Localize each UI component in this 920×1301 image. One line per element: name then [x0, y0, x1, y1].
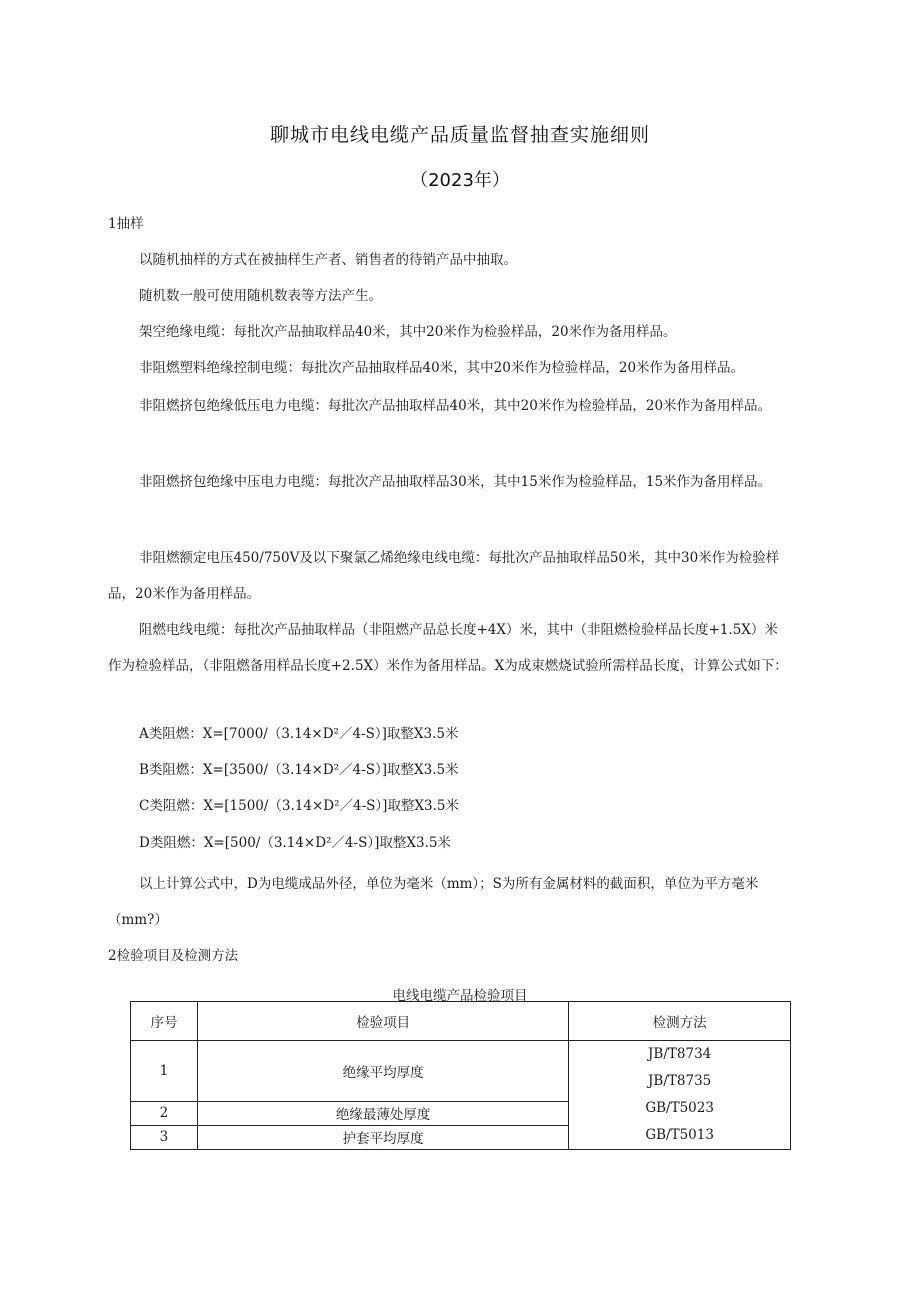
section-2-heading: 2检验项目及检测方法: [108, 948, 239, 964]
paragraph: 架空绝缘电缆：每批次产品抽取样品40米，其中20米作为检验样品，20米作为备用样品。: [139, 324, 677, 340]
paragraph: 非阻燃挤包绝缘中压电力电缆：每批次产品抽取样品30米，其中15米作为检验样品，15米作为备用样品。: [139, 474, 772, 490]
formula-note: 以上计算公式中，D为电缆成品外径，单位为毫米（mm）；S为所有金属材料的截面积，单位为平方毫米（mm?）: [108, 876, 759, 928]
method-item: JB/T8734: [648, 1046, 712, 1062]
header-item: 检验项目: [197, 1002, 568, 1041]
section-1-heading: 1抽样: [108, 216, 144, 232]
paragraph: 随机数一般可使用随机数表等方法产生。: [139, 288, 382, 304]
table-row: [131, 1041, 791, 1102]
header-method: 检测方法: [569, 1002, 791, 1041]
row-item: 绝缘平均厚度: [197, 1041, 568, 1102]
method-item: GB/T5023: [645, 1100, 714, 1116]
row-no: 3: [131, 1125, 198, 1149]
paragraph: 非阻燃挤包绝缘低压电力电缆：每批次产品抽取样品40米，其中20米作为检验样品，20米作为备用样品。: [139, 398, 772, 414]
method-item: JB/T8735: [648, 1073, 712, 1089]
row-item: 绝缘最薄处厚度: [197, 1101, 568, 1125]
document-title: 聊城市电线电缆产品质量监督抽查实施细则: [269, 124, 650, 146]
formula-d: D类阻燃：X=[500/（3.14×D²／4-S）]取整X3.5米: [139, 835, 451, 851]
method-cell: [569, 1041, 791, 1150]
formula-a: A类阻燃：X=[7000/（3.14×D²／4-S）]取整X3.5米: [139, 726, 459, 742]
row-no: 2: [131, 1101, 198, 1125]
paragraph: 非阻燃塑料绝缘控制电缆：每批次产品抽取样品40米，其中20米作为检验样品，20米作为备用样品。: [139, 360, 745, 376]
formula-c: C类阻燃：X=[1500/（3.14×D²／4-S）]取整X3.5米: [139, 798, 460, 814]
table-caption: 电线电缆产品检验项目: [392, 988, 528, 1004]
row-item: 护套平均厚度: [197, 1125, 568, 1149]
document-year: （2023年）: [410, 170, 510, 191]
table-header-row: [131, 1002, 791, 1041]
inspection-items-table: [130, 1001, 791, 1150]
paragraph: 非阻燃额定电压450/750V及以下聚氯乙烯绝缘电线电缆：每批次产品抽取样品50米，其中30米作为检验样品，20米作为备用样品。: [108, 550, 780, 602]
paragraph: 阻燃电线电缆：每批次产品抽取样品（非阻燃产品总长度+4X）米，其中（非阻燃检验样品长度+1.5X）米作为检验样品，（非阻燃备用样品长度+2.5X）米作为备用样品。X为成束燃烧试验所需样品长度，计算公式如下：: [108, 622, 788, 674]
row-no: 1: [131, 1041, 198, 1102]
header-no: 序号: [131, 1002, 198, 1041]
formula-b: B类阻燃：X=[3500/（3.14×D²／4-S）]取整X3.5米: [139, 762, 459, 778]
paragraph: 以随机抽样的方式在被抽样生产者、销售者的待销产品中抽取。: [139, 252, 517, 268]
method-item: GB/T5013: [645, 1127, 714, 1143]
